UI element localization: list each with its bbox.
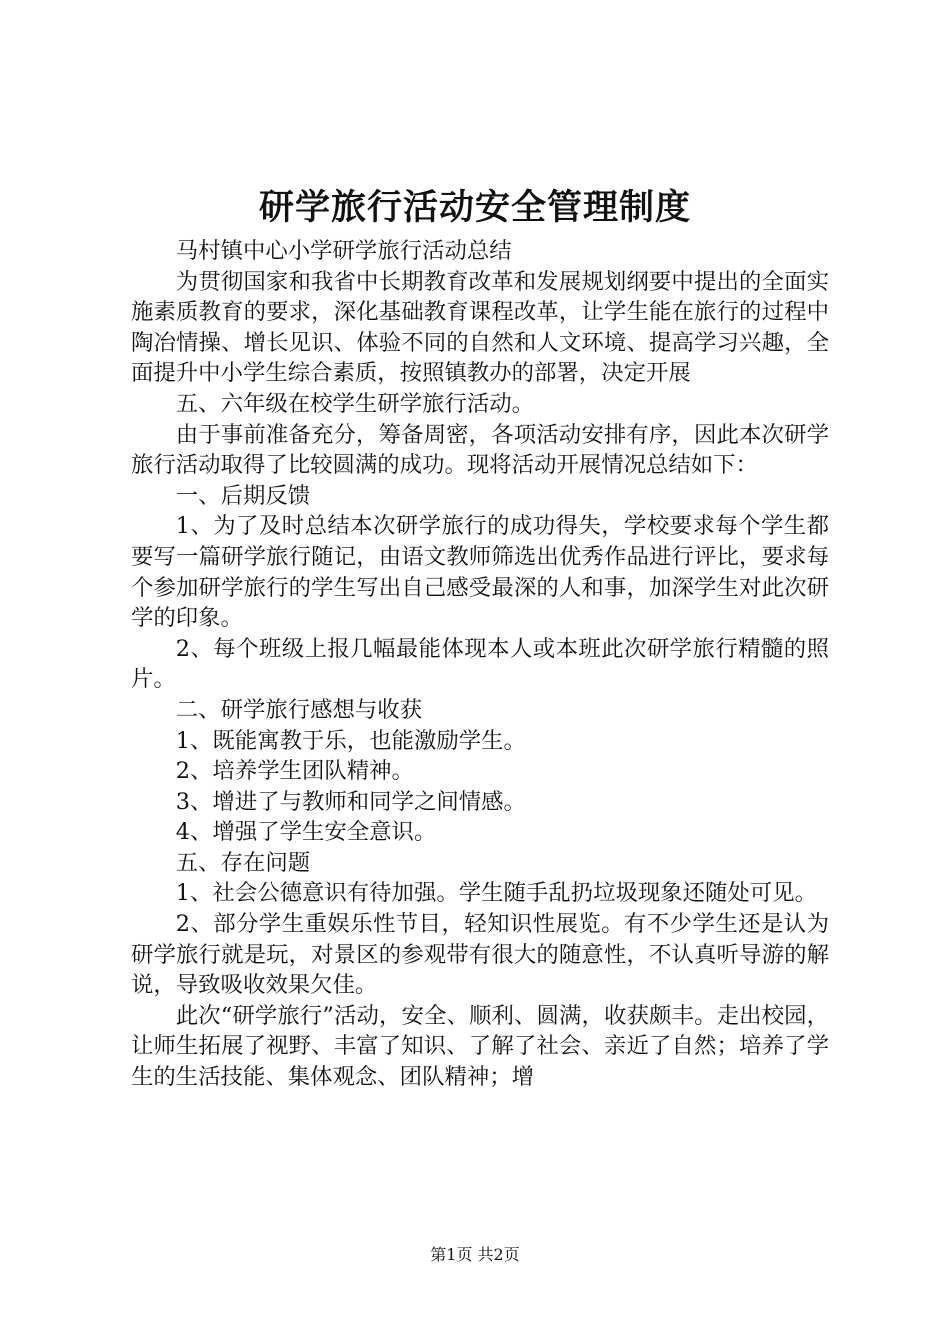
document-title: 研学旅行活动安全管理制度 <box>258 187 691 228</box>
list-item: 3、增进了与教师和同学之间情感。 <box>175 788 526 815</box>
paragraph: 为贯彻国家和我省中长期教育改革和发展规划纲要中提出的全面实施素质教育的要求，深化基础教育课程改革，让学生能在旅行的过程中陶冶情操、增长见识、体验不同的自然和人文环境、提高学习兴趣，全面提升中小学生综合素质，按照镇教办的部署，决定开展 <box>131 268 829 387</box>
section-heading: 一、后期反馈 <box>175 482 311 509</box>
page-footer: 第1页 共2页 <box>430 1245 520 1264</box>
list-item: 1、既能寓教于乐，也能激励学生。 <box>175 727 526 754</box>
paragraph: 马村镇中心小学研学旅行活动总结 <box>175 238 512 264</box>
paragraph: 由于事前准备充分，筹备周密，各项活动安排有序，因此本次研学旅行活动取得了比较圆满的成功。现将活动开展情况总结如下： <box>131 421 829 479</box>
document-body <box>131 236 829 1093</box>
paragraph: 2、部分学生重娱乐性节目，轻知识性展览。有不少学生还是认为研学旅行就是玩，对景区的参观带有很大的随意性，不认真听导游的解说，导致吸收效果欠佳。 <box>131 911 829 999</box>
paragraph: 2、每个班级上报几幅最能体现本人或本班此次研学旅行精髓的照片。 <box>131 635 829 693</box>
section-heading: 五、存在问题 <box>175 849 311 876</box>
list-item: 4、增强了学生安全意识。 <box>175 819 437 846</box>
section-heading: 二、研学旅行感想与收获 <box>175 696 423 723</box>
paragraph: 此次“研学旅行”活动，安全、顺利、圆满，收获颇丰。走出校园，让师生拓展了视野、丰富了知识、了解了社会、亲近了自然；培养了学生的生活技能、集体观念、团队精神；增 <box>131 1002 829 1091</box>
list-item: 2、培养学生团队精神。 <box>175 758 414 785</box>
paragraph: 1、社会公德意识有待加强。学生随手乱扔垃圾现象还随处可见。 <box>175 880 817 907</box>
paragraph: 五、六年级在校学生研学旅行活动。 <box>175 390 535 417</box>
paragraph: 1、为了及时总结本次研学旅行的成功得失，学校要求每个学生都要写一篇研学旅行随记，由语文教师筛选出优秀作品进行评比，要求每个参加研学旅行的学生写出自己感受最深的人和事，加深学生对此次研学的印象。 <box>131 513 829 632</box>
